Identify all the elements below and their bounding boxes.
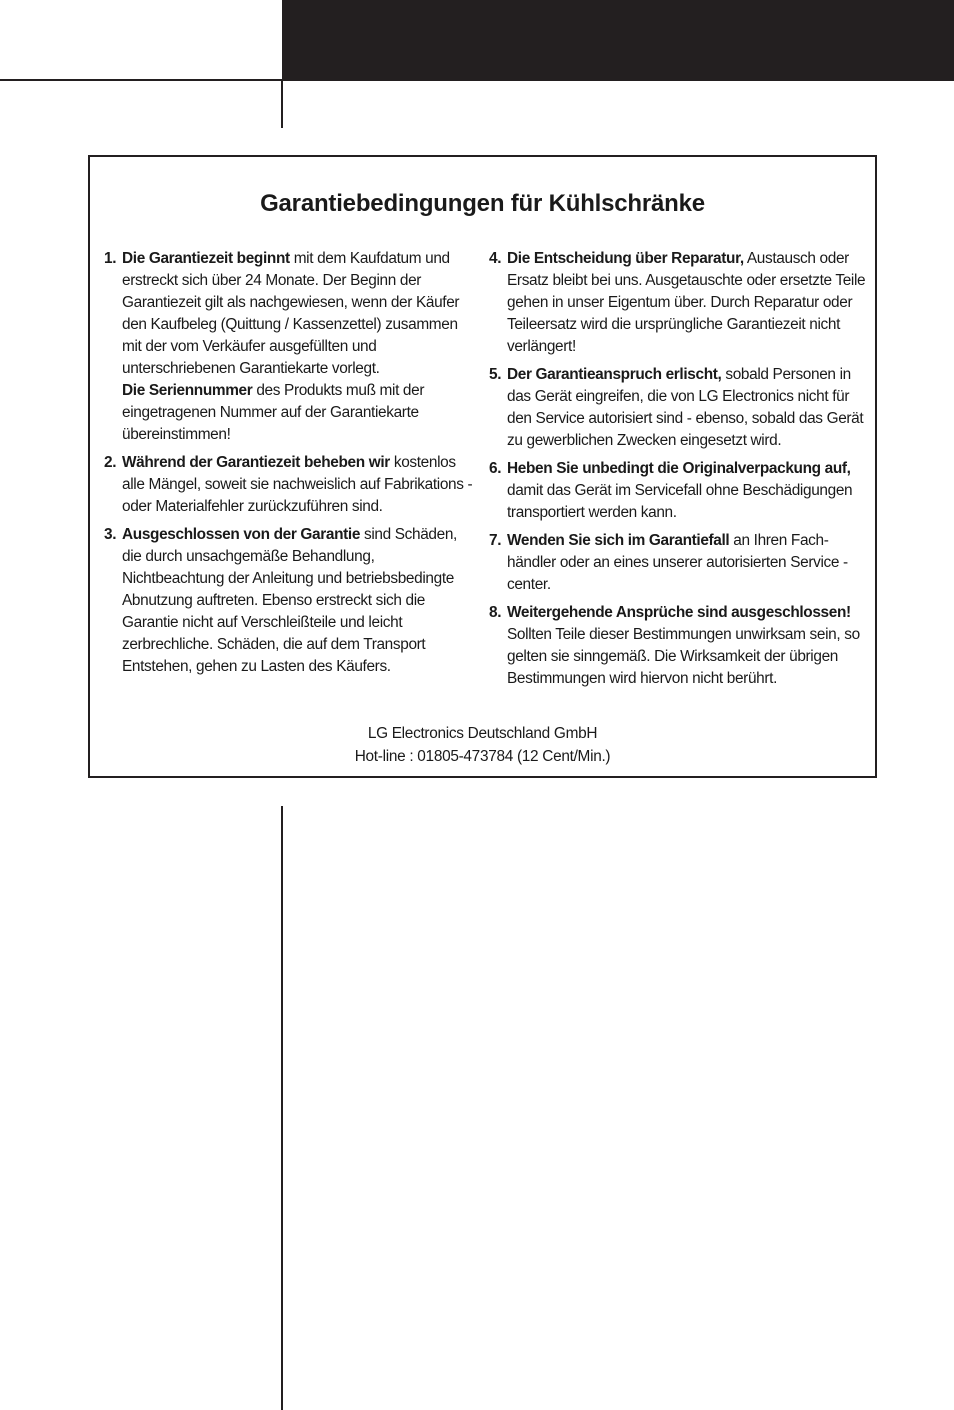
item-text: an Ihren Fach-händler oder an eines unserer autorisierten Service - center. [507,532,848,593]
hotline: Hot-line : 01805-473784 (12 Cent/Min.) [354,748,611,765]
item-number: 4. [489,250,502,267]
page-title: Garantiebedingungen für Kühlschränke [260,190,705,217]
item-number: 5. [489,366,502,383]
list-item [104,524,479,678]
company-footer [90,722,875,768]
item-paragraph [507,364,867,452]
item-paragraph [507,248,867,358]
item-paragraph [122,452,479,518]
item-paragraph [122,248,479,380]
list-item [489,530,867,596]
item-paragraph [507,530,867,596]
item-number: 6. [489,460,502,477]
item-sub-lead: Die Seriennummer [122,382,253,399]
item-number: 3. [104,526,117,543]
item-lead: Ausgeschlossen von der Garantie [122,526,361,543]
item-lead: Der Garantieanspruch erlischt, [507,366,722,383]
list-item [489,602,867,690]
header-bar [282,0,954,81]
list-item [104,452,479,518]
item-text: kostenlos alle Mängel, soweit sie nachweislich auf Fabrikations - oder Materialfehler zurückzuführen sind. [122,454,473,515]
page-divider-bottom [281,806,283,1410]
item-lead: Die Entscheidung über Reparatur, [507,250,744,267]
header-rule [0,79,282,81]
right-column [489,248,867,696]
item-lead: Heben Sie unbedingt die Originalverpackung auf, [507,460,851,477]
item-sub-text: des Produkts muß mit der eingetragenen Nummer auf der Garantiekarte übereinstimmen! [122,382,425,443]
item-text: sind Schäden, die durch unsachgemäße Behandlung, Nichtbeachtung der Anleitung und betriebsbedingte Abnutzung auftreten. Ebenso erstreckt sich die Garantie nicht auf Verschleißteile und leicht zerbrechliche. Schäden, die auf dem Transport Entstehen, gehen zu Lasten des Käufers. [122,526,457,675]
item-text: damit das Gerät im Servicefall ohne Beschädigungen transportiert werden kann. [507,482,853,521]
item-lead: Wenden Sie sich im Garantiefall [507,532,730,549]
item-text: Austausch oder Ersatz bleibt bei uns. Ausgetauschte oder ersetzte Teile gehen in unser Eigentum über. Durch Reparatur oder Teileersatz wird die ursprüngliche Garantiezeit nicht verlängert! [507,250,866,355]
item-lead: Weitergehende Ansprüche sind ausgeschlossen! [507,604,851,621]
item-lead: Während der Garantiezeit beheben wir [122,454,390,471]
item-text: mit dem Kaufdatum und erstreckt sich über 24 Monate. Der Beginn der Garantiezeit gilt als nachgewiesen, wenn der Käufer den Kaufbeleg (Quittung / Kassenzettel) zusammen mit der vom Verkäufer ausgefüllten und unterschriebenen Garantiekarte vorlegt. [122,250,460,377]
company-name: LG Electronics Deutschland GmbH [367,725,598,742]
item-number: 1. [104,250,117,267]
list-item [489,248,867,358]
item-text: Sollten Teile dieser Bestimmungen unwirksam sein, so gelten sie sinngemäß. Die Wirksamkeit der übrigen Bestimmungen wird hiervon nicht berührt. [507,626,860,687]
left-column [104,248,479,684]
item-paragraph [507,458,867,524]
item-number: 7. [489,532,502,549]
item-paragraph [122,524,479,678]
list-item [489,364,867,452]
item-number: 2. [104,454,117,471]
item-paragraph [507,602,867,690]
item-number: 8. [489,604,502,621]
list-item [489,458,867,524]
page-divider-top [281,81,283,128]
warranty-box [88,155,877,778]
list-item [104,248,479,446]
item-lead: Die Garantiezeit beginnt [122,250,290,267]
item-text: sobald Personen in das Gerät eingreifen, die von LG Electronics nicht für den Service autorisiert sind - ebenso, sobald das Gerät zu gewerblichen Zwecken eingesetzt wird. [507,366,864,449]
item-subparagraph [122,380,479,446]
